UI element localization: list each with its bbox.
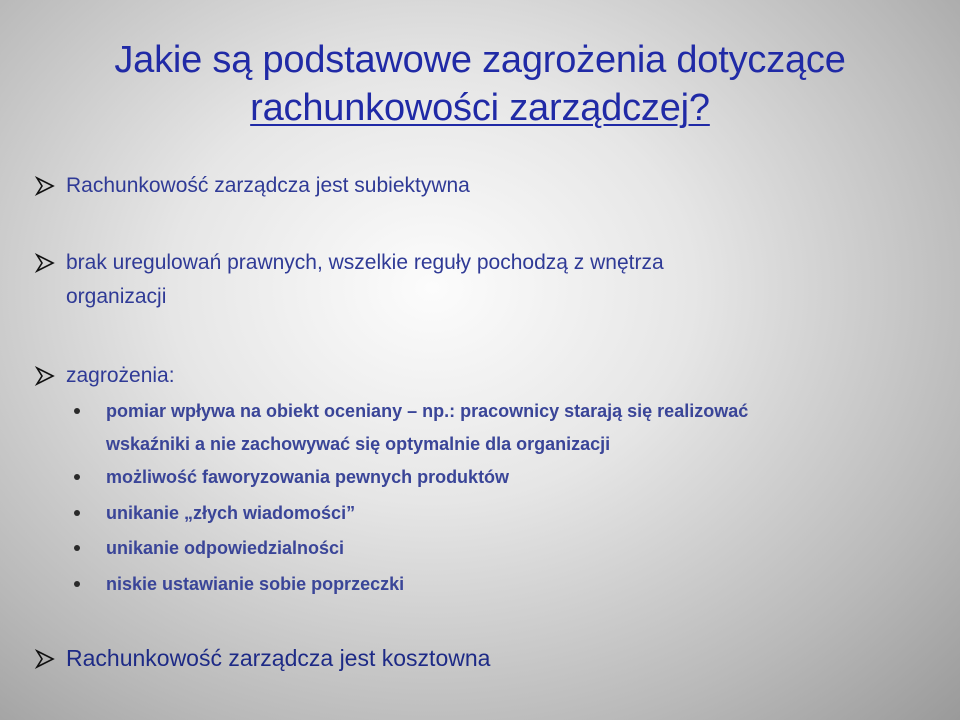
arrow-bullet-icon bbox=[34, 175, 56, 197]
point-subjective: Rachunkowość zarządcza jest subiektywna bbox=[66, 174, 470, 197]
slide-title-line2: rachunkowości zarządczej? bbox=[250, 87, 710, 129]
arrow-bullet-icon bbox=[34, 365, 56, 387]
point-no-regulations-line2: organizacji bbox=[66, 285, 167, 308]
point-threats: zagrożenia: bbox=[66, 364, 175, 387]
bullet-dot-icon bbox=[74, 545, 80, 551]
point-costly: Rachunkowość zarządcza jest kosztowna bbox=[66, 645, 491, 671]
bullet-dot-icon bbox=[74, 581, 80, 587]
arrow-bullet-icon bbox=[34, 252, 56, 274]
threat-item: możliwość faworyzowania pewnych produktów bbox=[106, 467, 510, 487]
threat-item: unikanie odpowiedzialności bbox=[106, 538, 345, 558]
threat-item: niskie ustawianie sobie poprzeczki bbox=[106, 574, 405, 594]
bullet-dot-icon bbox=[74, 474, 80, 480]
bullet-dot-icon bbox=[74, 510, 80, 516]
threat-item-line1: pomiar wpływa na obiekt oceniany – np.: pracownicy starają się realizować bbox=[106, 401, 749, 421]
slide-title-line1: Jakie są podstawowe zagrożenia dotyczące bbox=[114, 39, 846, 81]
bullet-dot-icon bbox=[74, 408, 80, 414]
point-no-regulations bbox=[66, 246, 664, 314]
threat-item: unikanie „złych wiadomości” bbox=[106, 503, 356, 523]
threat-item-line2: wskaźniki a nie zachowywać się optymalnie dla organizacji bbox=[106, 434, 611, 454]
threat-item bbox=[106, 395, 748, 461]
arrow-bullet-icon bbox=[34, 648, 56, 670]
point-no-regulations-line1: brak uregulowań prawnych, wszelkie reguły pochodzą z wnętrza bbox=[66, 251, 664, 274]
slide-title bbox=[0, 36, 960, 132]
